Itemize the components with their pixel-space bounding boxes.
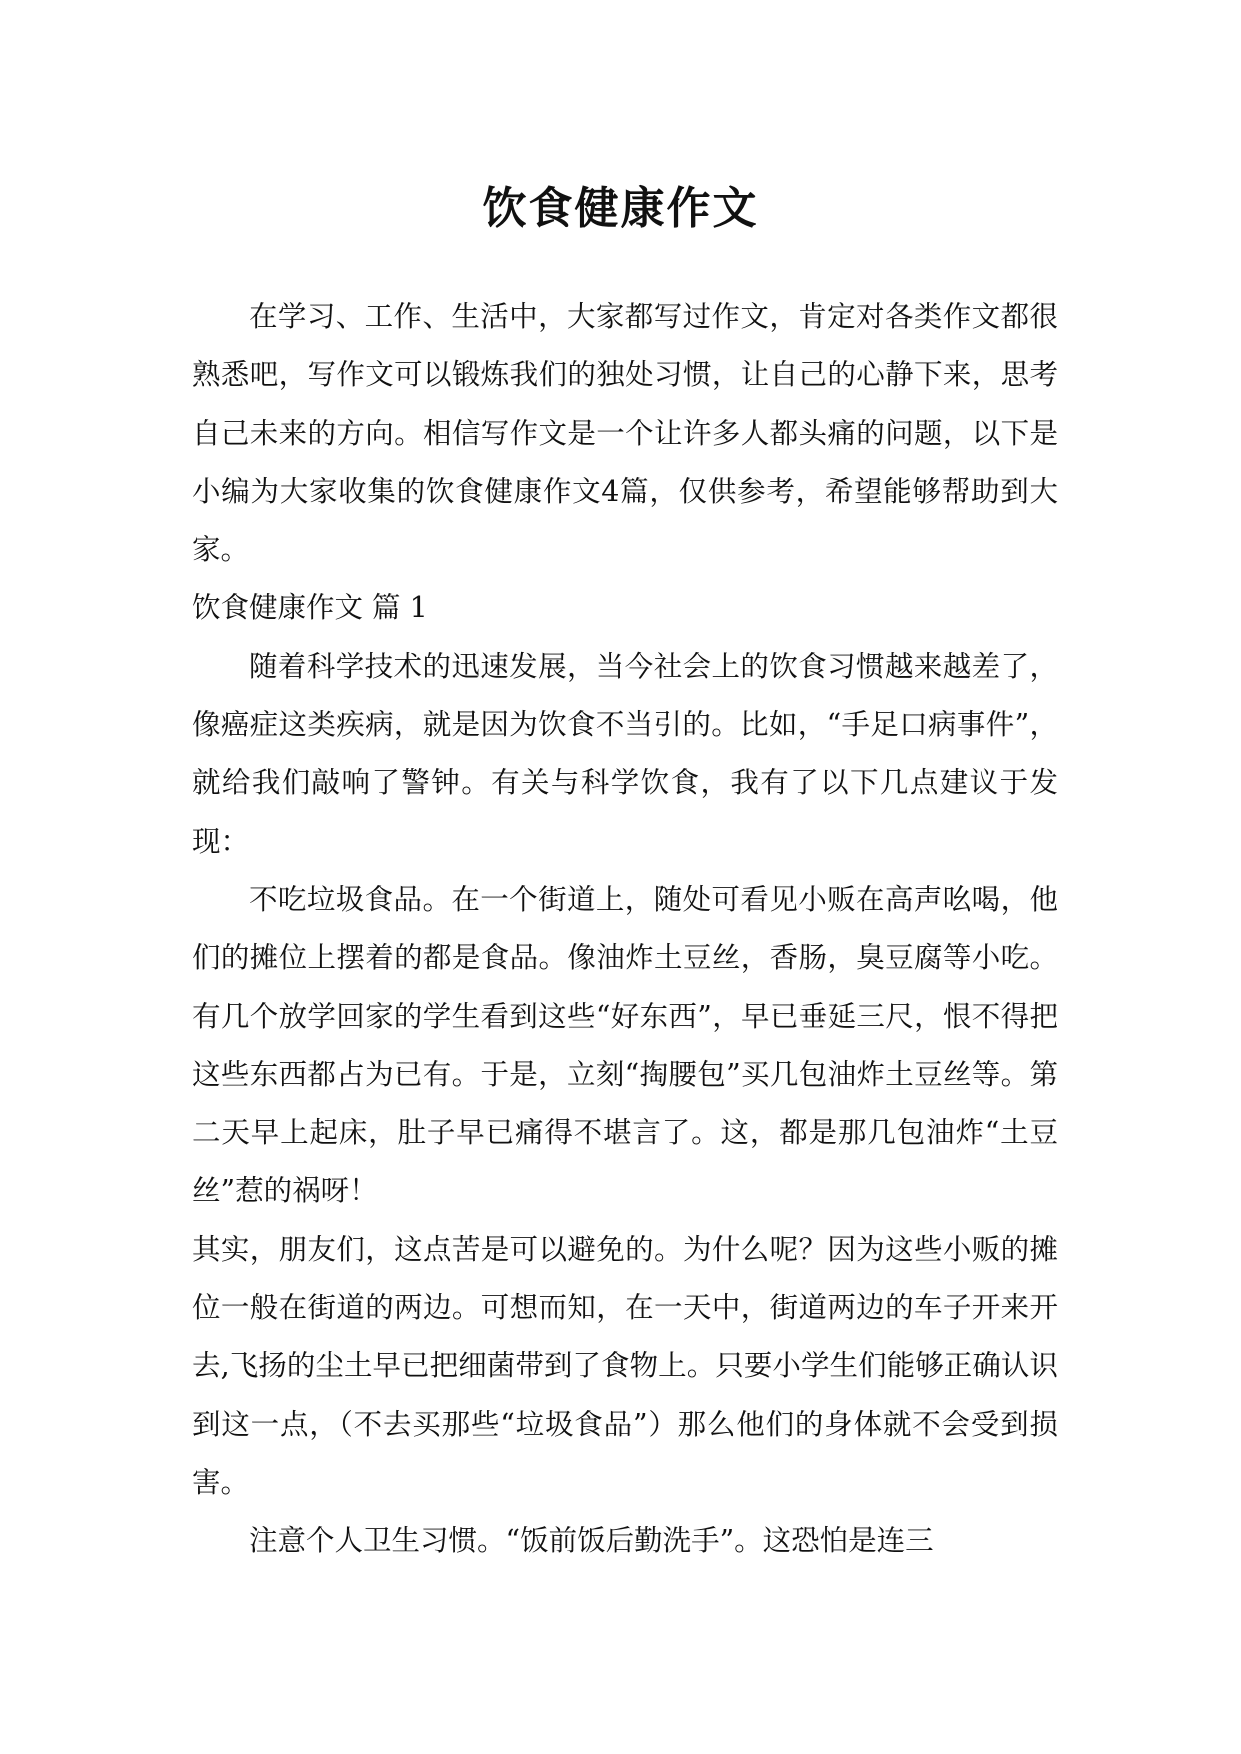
section-heading: 饮食健康作文 篇 1 — [192, 591, 428, 625]
body-paragraph-2: 不吃垃圾食品。在一个街道上，随处可看见小贩在高声吆喝，他们的摊位上摆着的都是食品。像油炸土豆丝，香肠，臭豆腐等小吃。有几个放学回家的学生看到这些“好东西”，早已垂延三尺，恨不得把这些东西都占为已有。于是，立刻“掏腰包”买几包油炸土豆丝等。第二天早上起床，肚子早已痛得不堪言了。这，都是那几包油炸“土豆丝”惹的祸呀！ — [192, 882, 1058, 1208]
body-paragraph-3: 其实，朋友们，这点苦是可以避免的。为什么呢？因为这些小贩的摊位一般在街道的两边。可想而知，在一天中，街道两边的车子开来开去,飞扬的尘土早已把细菌带到了食物上。只要小学生们能够正确认识到这一点，（不去买那些“垃圾食品”）那么他们的身体就不会受到损害。 — [192, 1232, 1058, 1499]
intro-paragraph: 在学习、工作、生活中，大家都写过作文，肯定对各类作文都很熟悉吧，写作文可以锻炼我们的独处习惯，让自己的心静下来，思考自己未来的方向。相信写作文是一个让许多人都头痛的问题，以下是小编为大家收集的饮食健康作文4篇，仅供参考，希望能够帮助到大家。 — [192, 300, 1058, 567]
body-paragraph-4: 注意个人卫生习惯。“饭前饭后勤洗手”。这恐怕是连三 — [249, 1524, 934, 1558]
document-body — [192, 288, 1058, 1571]
body-paragraph-1: 随着科学技术的迅速发展，当今社会上的饮食习惯越来越差了，像癌症这类疾病，就是因为饮食不当引的。比如，“手足口病事件”，就给我们敲响了警钟。有关与科学饮食，我有了以下几点建议于发现： — [192, 649, 1058, 858]
document-title: 饮食健康作文 — [482, 183, 759, 235]
